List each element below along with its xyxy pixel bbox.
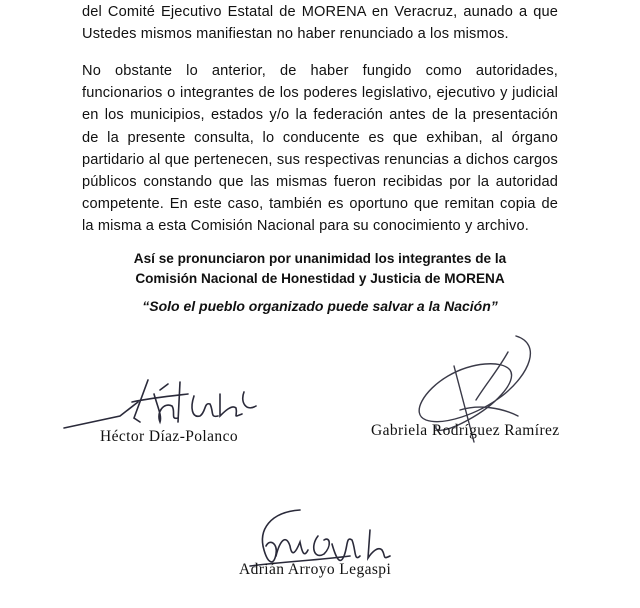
signer-name-1: Héctor Díaz-Polanco <box>100 428 239 445</box>
party-motto: “Solo el pueblo organizado puede salvar a la Nación” <box>142 298 498 314</box>
body-paragraph-1: del Comité Ejecutivo Estatal de MORENA en Veracruz, aunado a que Ustedes mismos manifiestan no haber renunciado a los mismos. <box>82 4 558 43</box>
resolution-line-2: Comisión Nacional de Honestidad y Justicia de MORENA <box>135 270 505 286</box>
signature-scribble-1 <box>60 372 270 432</box>
resolution-line-1: Así se pronunciaron por unanimidad los integrantes de la <box>133 251 507 266</box>
signer-name-3: Adrián Arroyo Legaspi <box>239 561 392 578</box>
body-paragraph-2: No obstante lo anterior, de haber fungido como autoridades, funcionarios o integrantes de los poderes legislativo, ejecutivo y judicial en los municipios, estados y/o la federación antes de la presentación de la presente consulta, lo conducente es que exhiban, al órgano partidario al que pertenecen, sus respectivas renuncias a dichos cargos públicos constando que las mismas fueron recibidas por la autoridad competente. En este caso, también es oportuno que remitan copia de la misma a esta Comisión Nacional para su conocimiento y archivo. <box>82 63 558 235</box>
signer-name-2: Gabriela Rodríguez Ramírez <box>371 422 560 439</box>
resolution-statement <box>82 249 558 288</box>
